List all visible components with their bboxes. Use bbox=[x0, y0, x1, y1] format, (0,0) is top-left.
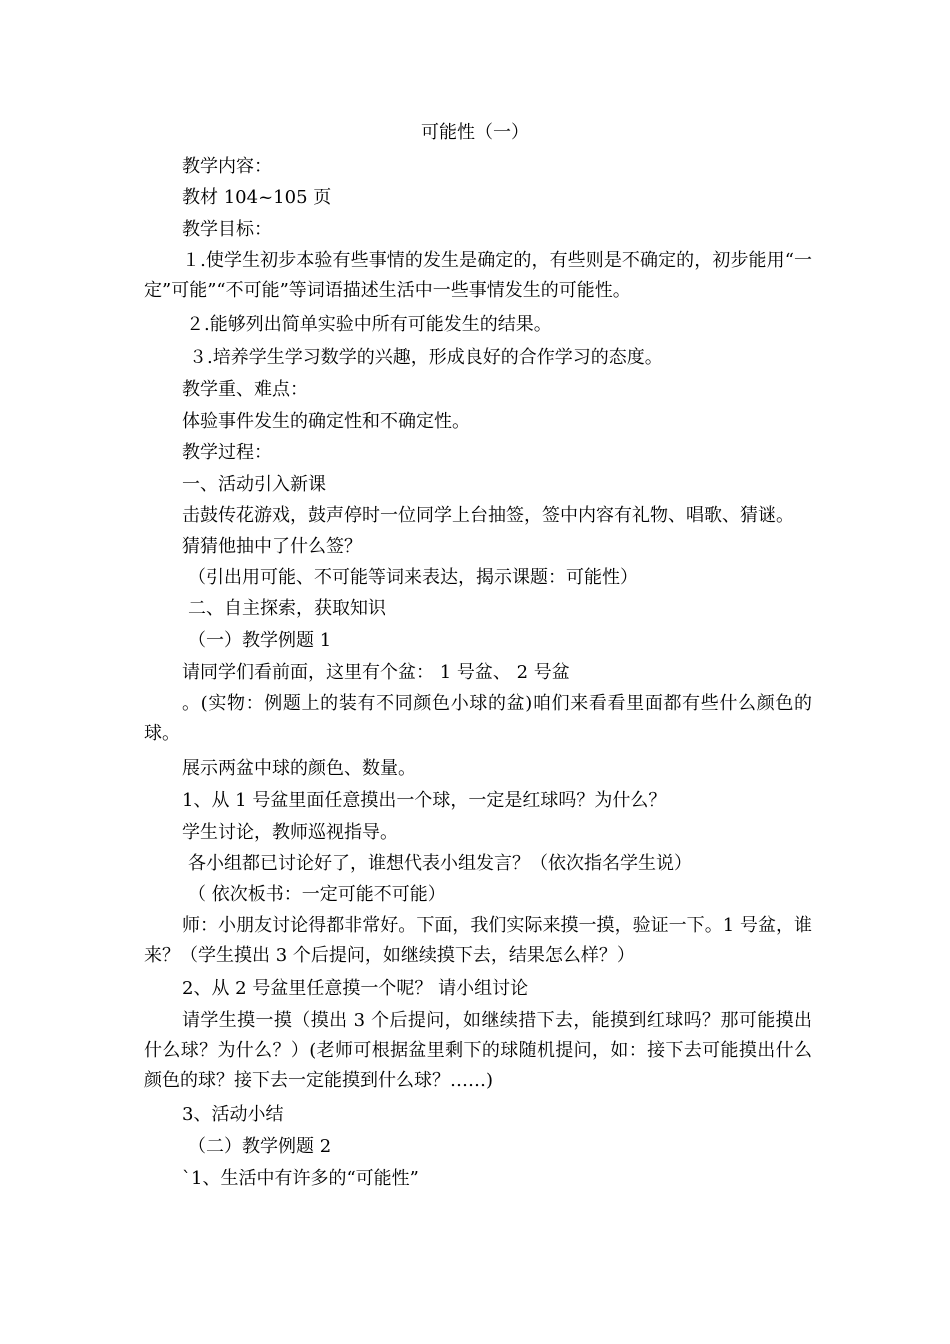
text-line: 体验事件发生的确定性和不确定性。 bbox=[182, 411, 470, 432]
text-line: 3、活动小结 bbox=[182, 1104, 284, 1125]
section-heading: 二、自主探索，获取知识 bbox=[188, 598, 386, 619]
text-line: （ 依次板书：一定可能不可能） bbox=[188, 884, 446, 905]
text-line: 击鼓传花游戏，鼓声停时一位同学上台抽签，签中内容有礼物、唱歌、猜谜。 bbox=[182, 505, 794, 526]
text-line: 2、从 2 号盆里任意摸一个呢？ 请小组讨论 bbox=[182, 978, 529, 999]
text-line: 教学内容： bbox=[182, 156, 272, 177]
text-line: 各小组都已讨论好了，谁想代表小组发言？（依次指名学生说） bbox=[188, 853, 692, 874]
text-line: 请同学们看前面，这里有个盆： 1 号盆、 2 号盆 bbox=[182, 662, 570, 683]
document-title: 可能性（一） bbox=[421, 122, 529, 143]
text-line: 教学重、难点： bbox=[182, 379, 308, 400]
text-line: 展示两盆中球的颜色、数量。 bbox=[182, 758, 416, 779]
text-line: ２.能够列出简单实验中所有可能发生的结果。 bbox=[186, 314, 552, 335]
text-line: 1、从 1 号盆里面任意摸出一个球，一定是红球吗？为什么？ bbox=[182, 790, 667, 811]
paragraph: 。(实物：例题上的装有不同颜色小球的盆)咱们来看看里面都有些什么颜色的球。 bbox=[144, 693, 812, 744]
subsection-heading: （二）教学例题 2 bbox=[188, 1136, 332, 1157]
subsection-heading: （一）教学例题 1 bbox=[188, 630, 332, 651]
paragraph: 师：小朋友讨论得都非常好。下面，我们实际来摸一摸，验证一下。1 号盆，谁来？（学生摸出 3 个后提问，如继续摸下去，结果怎么样？） bbox=[144, 915, 812, 966]
text-line: 学生讨论，教师巡视指导。 bbox=[182, 822, 398, 843]
text-line: 教材 104~105 页 bbox=[182, 187, 332, 208]
text-line: （引出用可能、不可能等词来表达，揭示课题：可能性） bbox=[188, 567, 638, 588]
text-line: 教学过程： bbox=[182, 442, 272, 463]
section-heading: 一、活动引入新课 bbox=[182, 474, 326, 495]
paragraph: 请学生摸一摸（摸出 3 个后提问，如继续措下去，能摸到红球吗？那可能摸出什么球？为什么？）(老师可根据盆里剩下的球随机提问，如：接下去可能摸出什么颜色的球？接下去一定能摸到什么球？……) bbox=[144, 1010, 812, 1091]
text-line: 猜猜他抽中了什么签？ bbox=[182, 536, 362, 557]
paragraph: １.使学生初步本验有些事情的发生是确定的，有些则是不确定的，初步能用“一定”可能”“不可能”等词语描述生活中一些事情发生的可能性。 bbox=[144, 250, 812, 301]
text-line: ３.培养学生学习数学的兴趣，形成良好的合作学习的态度。 bbox=[189, 347, 663, 368]
text-line: `1、生活中有许多的“可能性” bbox=[182, 1168, 419, 1189]
text-line: 教学目标： bbox=[182, 219, 272, 240]
